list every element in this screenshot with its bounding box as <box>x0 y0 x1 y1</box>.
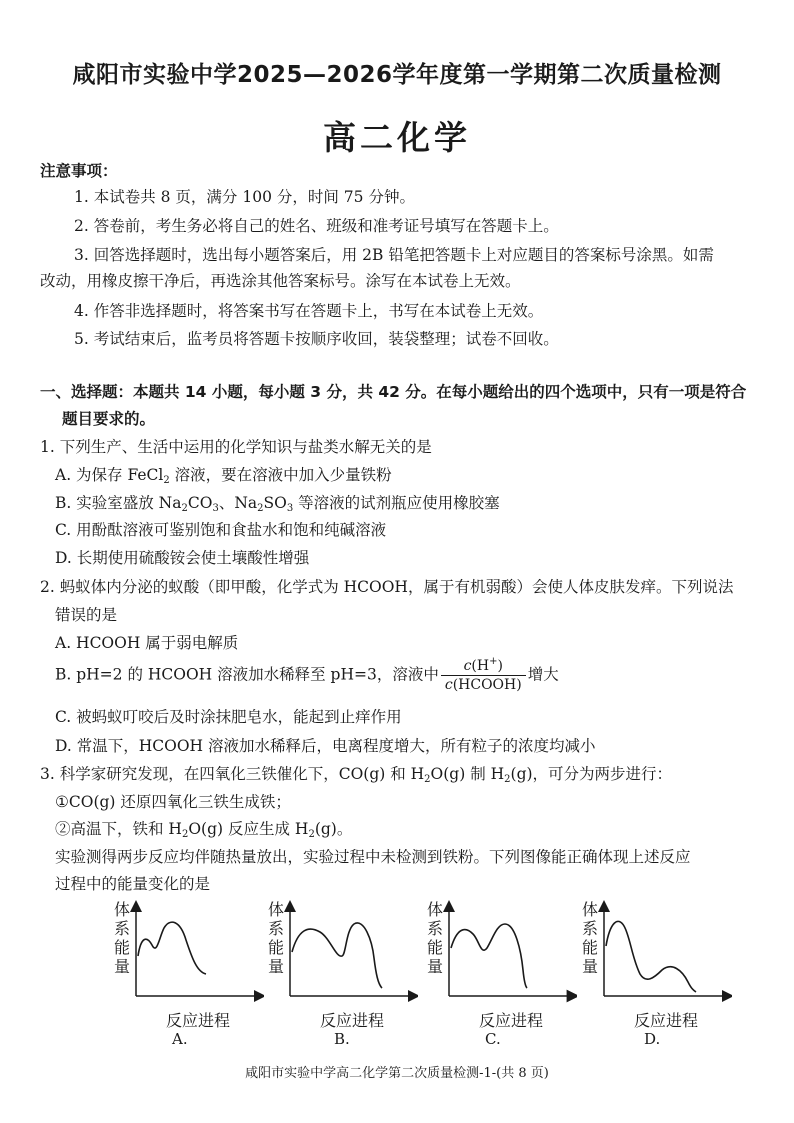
q1-option-b: B. 实验室盛放 $Na_2CO_3$、$Na_2SO_3$ 等溶液的试剂瓶应使用橡胶塞 <box>55 494 500 514</box>
q3-text-cont: 过程中的能量变化的是 <box>55 875 211 893</box>
notice-item-4: 4. 作答非选择题时，将答案书写在答题卡上，书写在本试卷上无效。 <box>74 302 544 320</box>
q3-text: 实验测得两步反应均伴随热量放出，实验过程中未检测到铁粉。下列图像能正确体现上述反应 <box>55 848 691 866</box>
q3-step-1: ①CO(g) 还原四氧化三铁生成铁； <box>55 793 291 811</box>
chart-a-curve <box>138 922 206 974</box>
energy-chart-d <box>582 900 732 1050</box>
energy-chart-b <box>268 900 418 1050</box>
chart-b-curve <box>292 923 382 988</box>
chart-a-x-label: 反应进程 <box>166 1011 231 1030</box>
q2-stem-cont: 错误的是 <box>55 606 118 624</box>
section-heading: 一、选择题：本题共 14 小题，每小题 3 分，共 42 分。在每小题给出的四个选项中，只有一项是符合 <box>40 383 747 401</box>
notice-heading: 注意事项： <box>40 162 118 180</box>
chart-a-y-label: 体系能量 <box>114 900 131 976</box>
q1-option-c: C. 用酚酞溶液可鉴别饱和食盐水和饱和纯碱溶液 <box>55 521 387 539</box>
chart-b-x-label: 反应进程 <box>320 1011 385 1030</box>
q3-stem: 3. 科学家研究发现，在四氧化三铁催化下，CO(g) 和 $H_2O(g)$ 制 $H_2(g)$，可分为两步进行： <box>40 765 673 785</box>
chart-c-option: C. <box>485 1030 501 1048</box>
notice-item-2: 2. 答卷前，考生务必将自己的姓名、班级和准考证号填写在答题卡上。 <box>74 217 559 235</box>
page-footer: 咸阳市实验中学高二化学第二次质量检测-1-(共 8 页) <box>245 1066 549 1081</box>
q2-option-a: A. HCOOH 属于弱电解质 <box>55 634 239 652</box>
exam-title: 咸阳市实验中学2025—2026学年度第一学期第二次质量检测 <box>72 62 722 88</box>
chart-d-x-label: 反应进程 <box>634 1011 699 1030</box>
q2-option-c: C. 被蚂蚁叮咬后及时涂抹肥皂水，能起到止痒作用 <box>55 708 402 726</box>
concentration-fraction: $\frac{c(H^+)}{\text{c(HCOOH)}}$ <box>441 657 526 694</box>
chart-c-x-label: 反应进程 <box>479 1011 544 1030</box>
chart-b-y-label: 体系能量 <box>268 900 285 976</box>
chart-c-curve <box>451 924 527 988</box>
q1-option-a: A. 为保存 FeCl$_2$ 溶液，要在溶液中加入少量铁粉 <box>55 466 392 486</box>
notice-item-3: 3. 回答选择题时，选出每小题答案后，用 2B 铅笔把答题卡上对应题目的答案标号涂黑。如需 <box>74 246 714 264</box>
exam-subject: 高二化学 <box>323 118 471 157</box>
section-heading-cont: 题目要求的。 <box>62 410 156 428</box>
energy-chart-c <box>427 900 577 1050</box>
chart-d-option: D. <box>644 1030 661 1048</box>
chart-d-y-label: 体系能量 <box>582 900 599 976</box>
q2-option-d: D. 常温下，HCOOH 溶液加水稀释后，电离程度增大，所有粒子的浓度均减小 <box>55 737 596 755</box>
chart-b-option: B. <box>334 1030 350 1048</box>
notice-item-5: 5. 考试结束后，监考员将答题卡按顺序收回，装袋整理；试卷不回收。 <box>74 330 559 348</box>
notice-item-3-cont: 改动，用橡皮擦干净后，再选涂其他答案标号。涂写在本试卷上无效。 <box>40 272 521 290</box>
chart-a-option: A. <box>172 1030 188 1048</box>
chart-d-curve <box>606 921 696 992</box>
q1-option-d: D. 长期使用硫酸铵会使土壤酸性增强 <box>55 549 310 567</box>
chart-c-y-label: 体系能量 <box>427 900 444 976</box>
q2-stem: 2. 蚂蚁体内分泌的蚁酸（即甲酸，化学式为 HCOOH，属于有机弱酸）会使人体皮肤发痒。下列说法 <box>40 578 734 596</box>
notice-item-1: 1. 本试卷共 8 页，满分 100 分，时间 75 分钟。 <box>74 188 415 206</box>
q2-option-b: B. pH=2 的 HCOOH 溶液加水稀释至 pH=3，溶液中 $\frac{c(H^+)}{\text{c(HCOOH)}}$ 增大 <box>55 656 559 693</box>
q1-stem: 1. 下列生产、生活中运用的化学知识与盐类水解无关的是 <box>40 438 432 456</box>
q3-step-2: ②高温下，铁和 $H_2O(g)$ 反应生成 $H_2(g)$。 <box>55 820 353 840</box>
energy-chart-a <box>114 900 264 1050</box>
